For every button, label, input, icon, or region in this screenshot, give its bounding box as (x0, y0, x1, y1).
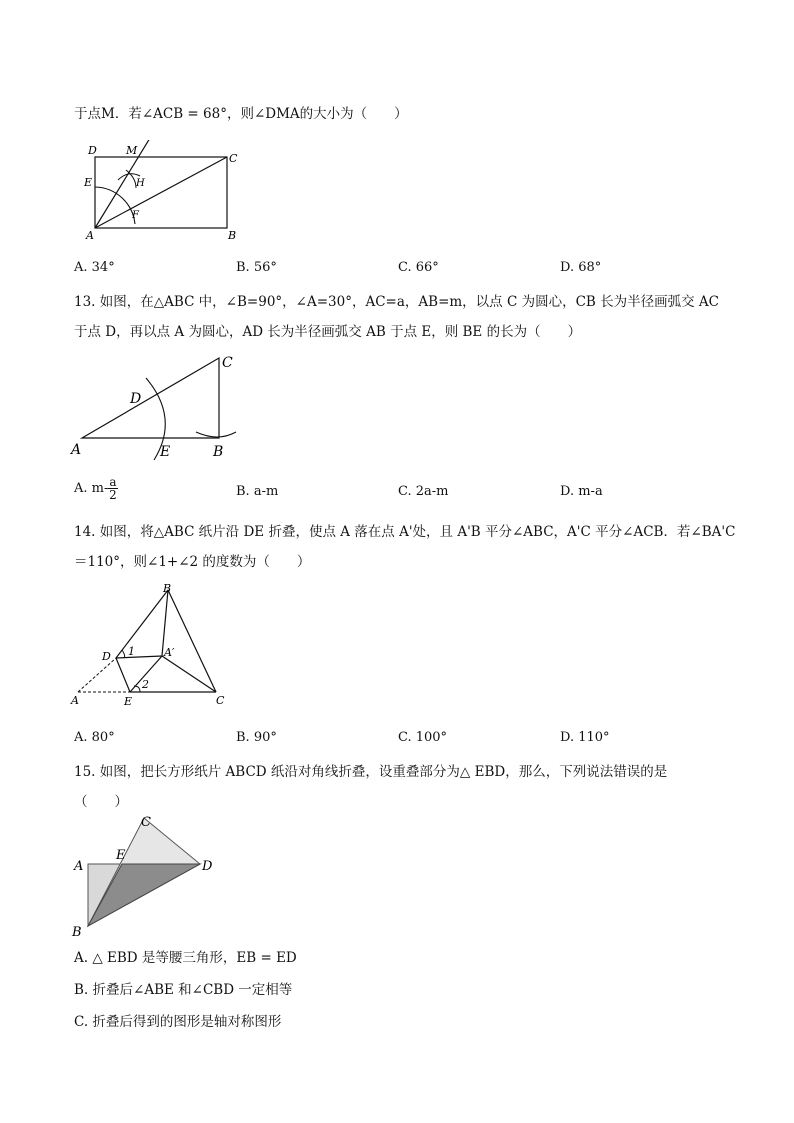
q15-label-a: A (74, 859, 84, 874)
q12-figure (78, 140, 258, 245)
q14-label-2: 2 (142, 678, 149, 691)
q15-label-d: D (202, 859, 213, 874)
q12-label-h: H (136, 178, 145, 189)
q15-stem-line2: （ ） (74, 794, 128, 810)
q15-label-c: C (141, 815, 151, 830)
q14-label-a: A (71, 694, 79, 707)
q13-label-b: B (213, 444, 224, 460)
q14-label-b: B (163, 582, 172, 595)
q14-label-e: E (124, 695, 133, 708)
q13-triangle (82, 358, 219, 438)
q12-option-a[interactable]: A. 34° (74, 260, 115, 275)
q14-side-bd (116, 590, 168, 658)
q13-option-a-prefix: A. m- (74, 481, 109, 496)
q14-option-b[interactable]: B. 90° (236, 730, 277, 745)
q15-option-b[interactable]: B. 折叠后∠ABE 和∠CBD 一定相等 (74, 982, 293, 998)
q14-label-1: 1 (128, 645, 135, 658)
q15-option-a[interactable]: A. △ EBD 是等腰三角形，EB = ED (74, 950, 297, 966)
q12-option-c[interactable]: C. 66° (398, 260, 439, 275)
q14-label-c: C (216, 694, 225, 707)
q15-option-c[interactable]: C. 折叠后得到的图形是轴对称图形 (74, 1014, 282, 1030)
q13-arc-b (196, 432, 236, 437)
q13-label-a: A (71, 442, 82, 458)
q12-option-d[interactable]: D. 68° (560, 260, 602, 275)
q14-label-d: D (102, 650, 111, 663)
q15-label-b: B (72, 925, 82, 940)
q13-figure (68, 348, 248, 464)
q13-option-a-fraction (108, 476, 117, 501)
q15-label-e: E (116, 848, 126, 863)
q14-option-c[interactable]: C. 100° (398, 730, 448, 745)
q13-option-d[interactable]: D. m-a (560, 484, 603, 499)
q12-arc-h2 (126, 170, 136, 188)
q14-angle-1-arc (122, 650, 125, 658)
q14-dashed-ad (78, 658, 116, 692)
q15-stem-line1: 15. 如图，把长方形纸片 ABCD 纸沿对角线折叠，设重叠部分为△ EBD，那么，下列说法错误的是 (74, 764, 668, 780)
q12-label-m: M (126, 144, 138, 157)
q12-label-a: A (86, 229, 94, 242)
q12-label-c: C (229, 152, 238, 165)
q13-option-a[interactable] (74, 476, 118, 501)
q13-label-c: C (222, 355, 233, 371)
q14-option-d[interactable]: D. 110° (560, 730, 610, 745)
q15-figure (68, 812, 228, 940)
q13-option-a-numerator: a (109, 475, 117, 489)
q13-option-b[interactable]: B. a-m (236, 484, 279, 499)
q12-option-b[interactable]: B. 56° (236, 260, 277, 275)
q14-label-a-prime: A′ (164, 646, 175, 659)
q12-label-e: E (84, 176, 93, 189)
q14-option-a[interactable]: A. 80° (74, 730, 115, 745)
q13-label-e: E (160, 444, 171, 460)
q13-option-a-denominator: 2 (109, 488, 117, 502)
q14-stem-line2: ＝110°，则∠1+∠2 的度数为（ ） (74, 554, 311, 570)
q14-figure (68, 580, 248, 710)
q12-stem-tail: 于点M．若∠ACB = 68°，则∠DMA的大小为（ ） (74, 106, 408, 122)
q14-stem-line1: 14. 如图，将△ABC 纸片沿 DE 折叠，使点 A 落在点 A'处，且 A'B 平分∠ABC，A'C 平分∠ACB．若∠BA'C (74, 524, 736, 540)
q13-stem-line1: 13. 如图，在△ABC 中，∠B=90°，∠A=30°，AC=a，AB=m，以点 C 为圆心，CB 长为半径画弧交 AC (74, 294, 719, 310)
q12-label-b: B (228, 229, 237, 242)
q13-label-d: D (130, 391, 142, 407)
q13-stem-line2: 于点 D，再以点 A 为圆心，AD 长为半径画弧交 AB 于点 E，则 BE 的长为（ ） (74, 324, 582, 340)
q12-label-f: F (132, 210, 139, 221)
q14-side-da (116, 656, 162, 658)
q13-option-c[interactable]: C. 2a-m (398, 484, 449, 499)
q14-fold-de (116, 658, 130, 692)
q12-label-d: D (88, 144, 97, 157)
